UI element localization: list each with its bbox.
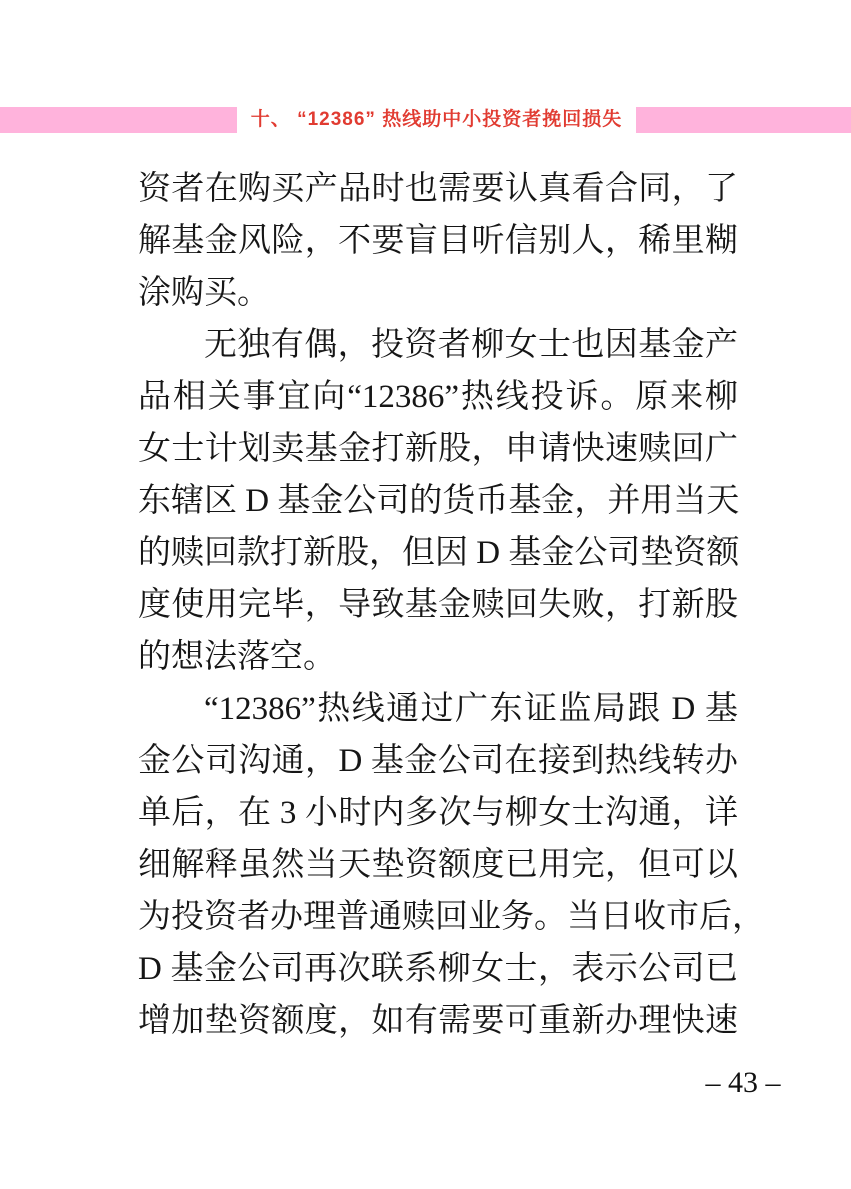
body-line: 涂购买。 xyxy=(138,275,270,311)
chapter-title: 十、 “12386” 热线助中小投资者挽回损失 xyxy=(250,109,623,130)
body-line: 增加垫资额度，如有需要可重新办理快速 xyxy=(138,1003,738,1039)
body-line: 金公司沟通，D 基金公司在接到热线转办 xyxy=(138,743,738,779)
body-line: 为投资者办理普通赎回业务。当日收市后， xyxy=(138,899,765,935)
body-line: 无独有偶，投资者柳女士也因基金产 xyxy=(204,327,738,363)
body-line: 的赎回款打新股，但因 D 基金公司垫资额 xyxy=(138,535,740,571)
body-line: 的想法落空。 xyxy=(138,639,336,675)
body-line: D 基金公司再次联系柳女士，表示公司已 xyxy=(138,951,738,987)
page-number: – 43 – xyxy=(705,1066,781,1099)
body-line: 女士计划卖基金打新股，申请快速赎回广 xyxy=(138,431,738,467)
body-line: 细解释虽然当天垫资额度已用完，但可以 xyxy=(138,847,738,883)
body-line: 解基金风险，不要盲目听信别人，稀里糊 xyxy=(138,223,738,259)
body-text-block xyxy=(138,163,765,1047)
body-line: “12386”热线通过广东证监局跟 D 基 xyxy=(204,691,738,727)
body-line: 资者在购买产品时也需要认真看合同，了 xyxy=(138,171,738,207)
body-line: 品相关事宜向“12386”热线投诉。原来柳 xyxy=(138,379,738,415)
body-line: 单后，在 3 小时内多次与柳女士沟通，详 xyxy=(138,795,738,831)
body-line: 度使用完毕，导致基金赎回失败，打新股 xyxy=(138,587,738,623)
header-band-right xyxy=(636,107,851,133)
header-band-left xyxy=(0,107,237,133)
body-line: 东辖区 D 基金公司的货币基金，并用当天 xyxy=(138,483,740,519)
